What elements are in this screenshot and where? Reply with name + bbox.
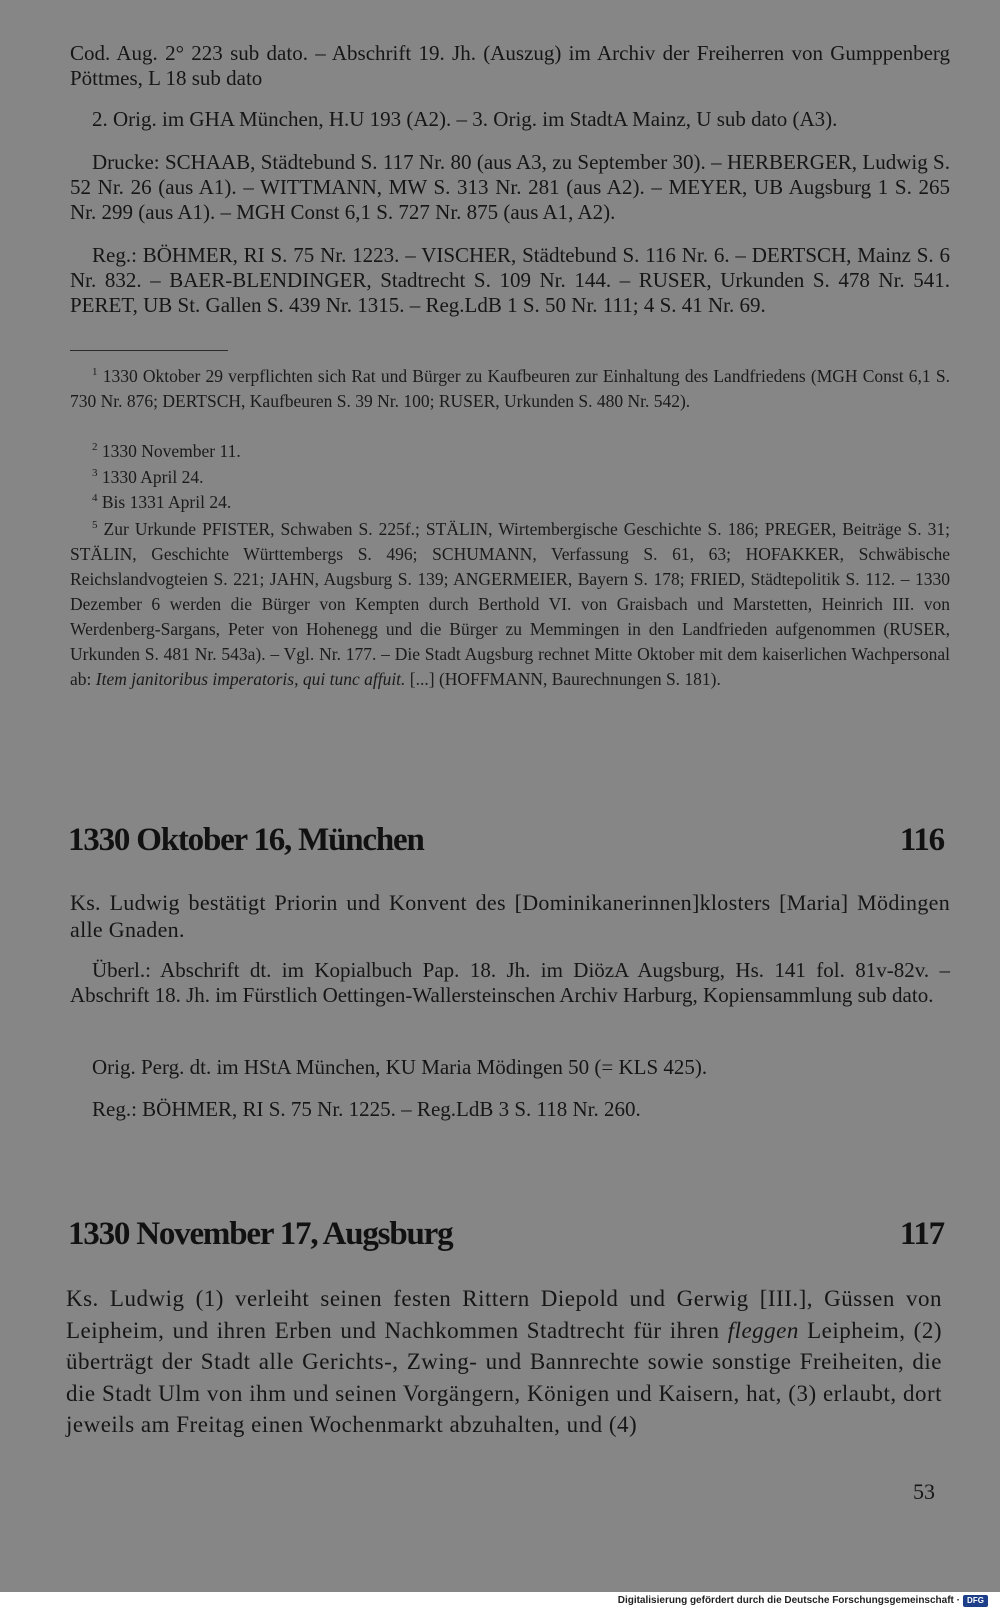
footnote-text: 1330 Oktober 29 verpflichten sich Rat und Bürger zu Kaufbeuren zur Einhaltung des Landfriedens (MGH Const 6,1 S. 730 Nr. 876; DERTSCH, Kaufbeuren S. 39 Nr. 100; RUSER, Urkunden S. 480 Nr. 542). [70,366,950,411]
footnote-marker: 3 [92,467,98,480]
footnote-text: 1330 April 24. [101,467,204,487]
footnote-text: Bis 1331 April 24. [101,492,232,512]
entry-117-heading [68,1216,944,1253]
entry-116-original: Orig. Perg. dt. im HStA München, KU Maria Mödingen 50 (= KLS 425). [92,1055,708,1079]
dfg-logo: DFG [963,1595,988,1607]
entry-116-heading [68,822,944,859]
footnote-marker: 2 [92,441,98,454]
footnote-1 [70,364,950,414]
entry-117-regest [66,1283,942,1441]
entry-116-regest: Ks. Ludwig bestätigt Priorin und Konvent des [Dominikanerinnen]klosters [Maria] Mödingen alle Gnaden. [70,890,950,942]
footer-bar [0,1592,1000,1609]
entry-date-place: 1330 November 17, Augsburg [68,1216,453,1252]
footer-credit: Digitalisierung gefördert durch die Deutsche Forschungsgemeinschaft · [617,1595,960,1606]
regest-text: Ks. Ludwig (1) verleiht seinen festen Rittern Diepold und Gerwig [III.], Güssen von Leipheim, und ihren Erben und Nachkommen Stadtrecht für ihren [66,1286,942,1343]
prev-entry-originals: 2. Orig. im GHA München, H.U 193 (A2). – 3. Orig. im StadtA Mainz, U sub dato (A3). [92,107,838,131]
footnote-3 [70,465,950,490]
footnote-text: 1330 November 11. [101,441,241,461]
footnote-text-tail: [...] (HOFFMANN, Baurechnungen S. 181). [405,669,721,689]
entry-number: 116 [899,822,944,858]
footnote-separator [70,350,228,351]
regest-text-continued: Leipheim, (2) überträgt der Stadt alle Gerichts-, Zwing- und Bannrechte sowie sonstige Freiheiten, die die Stadt Ulm von ihm und seinen Vorgängern, Königen und Kaisern, hat, (3) erlaubt, dort jeweils am Freitag einen Wochenmarkt abzuhalten, und (4) [66,1317,942,1437]
page-number: 53 [913,1479,935,1504]
entry-number: 117 [899,1216,944,1252]
prev-entry-regests: Reg.: BÖHMER, RI S. 75 Nr. 1223. – VISCHER, Städtebund S. 116 Nr. 6. – DERTSCH, Mainz S. 6 Nr. 832. – BAER-BLENDINGER, Stadtrecht S. 109 Nr. 144. – RUSER, Urkunden S. 478 Nr. 541. PERET, UB St. Gallen S. 439 Nr. 1315. – Reg.LdB 1 S. 50 Nr. 111; 4 S. 41 Nr. 69. [70,243,950,317]
footnote-marker: 4 [92,492,98,505]
footnote-marker: 5 [92,519,98,532]
entry-date-place: 1330 Oktober 16, München [68,822,424,858]
footnote-5 [70,517,950,692]
entry-116-transmission: Überl.: Abschrift dt. im Kopialbuch Pap. 18. Jh. im DiözA Augsburg, Hs. 141 fol. 81v-82v. – Abschrift 18. Jh. im Fürstlich Oettingen-Wallersteinschen Archiv Harburg, Kopiensammlung sub dato. [70,958,950,1007]
footnote-quotation: Item janitoribus imperatoris, qui tunc affuit. [95,669,406,689]
regest-quoted-term: fleggen [727,1317,799,1343]
footnote-2 [70,439,950,464]
footnote-4 [70,490,950,515]
prev-entry-prints: Drucke: SCHAAB, Städtebund S. 117 Nr. 80 (aus A3, zu September 30). – HERBERGER, Ludwig S. 52 Nr. 26 (aus A1). – WITTMANN, MW S. 313 Nr. 281 (aus A2). – MEYER, UB Augsburg 1 S. 265 Nr. 299 (aus A1). – MGH Const 6,1 S. 727 Nr. 875 (aus A1, A2). [70,150,950,224]
footnote-marker: 1 [92,366,98,379]
footnote-text: Zur Urkunde PFISTER, Schwaben S. 225f.; STÄLIN, Wirtembergische Geschichte S. 186; PREGER, Beiträge S. 31; STÄLIN, Geschichte Württembergs S. 496; SCHUMANN, Verfassung S. 61, 63; HOFAKKER, Schwäbische Reichslandvogteien S. 221; JAHN, Augsburg S. 139; ANGERMEIER, Bayern S. 178; FRIED, Städtepolitik S. 112. – 1330 Dezember 6 werden die Bürger von Kempten durch Berthold VI. von Graisbach und Marstetten, Heinrich III. von Werdenberg-Sargans, Peter von Hohenegg und die Bürger zu Memmingen in den Landfrieden aufgenommen (RUSER, Urkunden S. 481 Nr. 543a). – Vgl. Nr. 177. – Die Stadt Augsburg rechnet Mitte Oktober mit dem kaiserlichen Wachpersonal ab: [70,519,951,689]
entry-116-regests: Reg.: BÖHMER, RI S. 75 Nr. 1225. – Reg.LdB 3 S. 118 Nr. 260. [92,1097,641,1121]
prev-entry-transmission: Cod. Aug. 2° 223 sub dato. – Abschrift 19. Jh. (Auszug) im Archiv der Freiherren von Gumppenberg Pöttmes, L 18 sub dato [70,41,950,90]
